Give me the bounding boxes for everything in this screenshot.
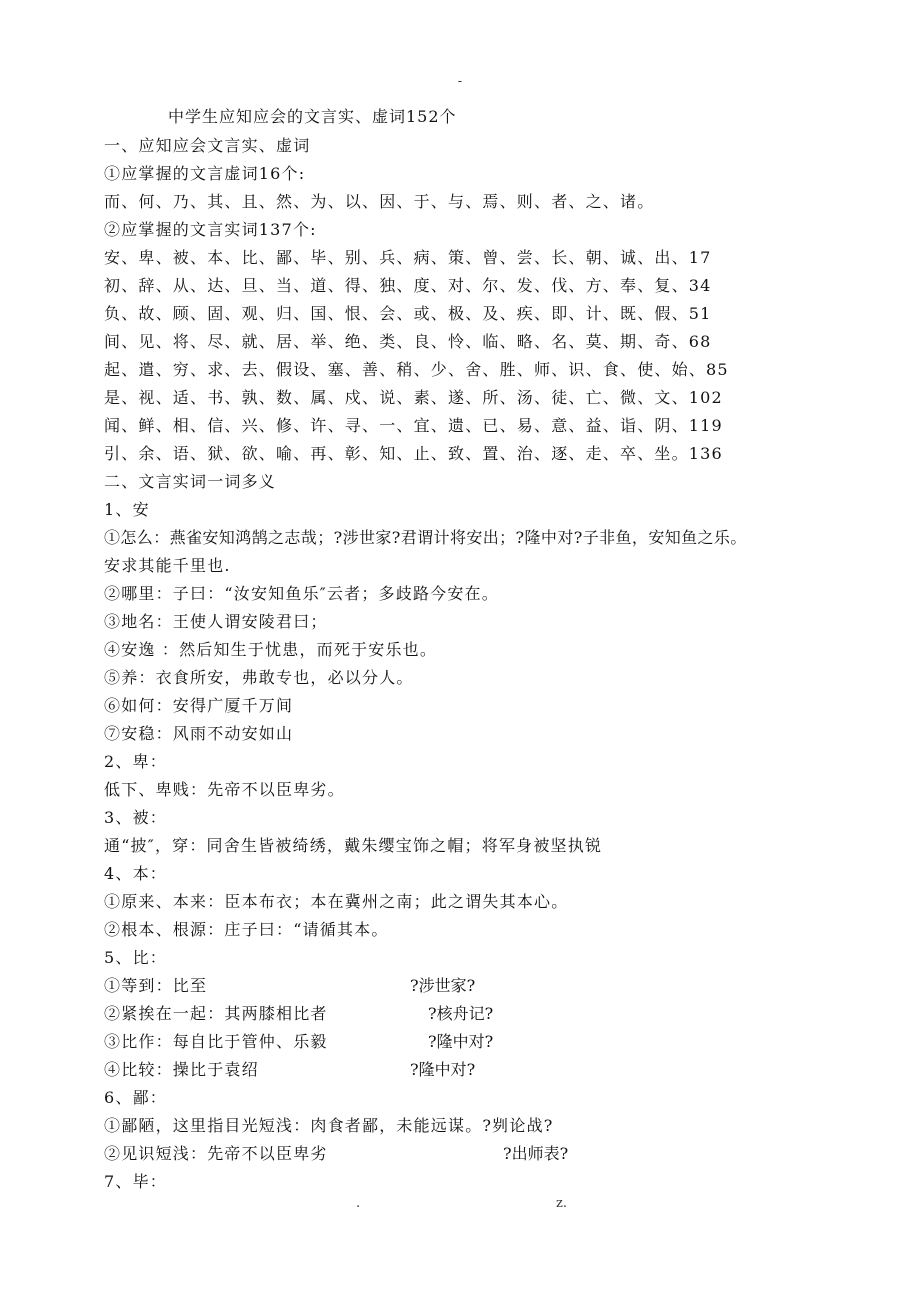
source-citation: ?出师表? bbox=[503, 1144, 569, 1163]
subheading-xuci: ①应掌握的文言虚词16个: bbox=[104, 164, 306, 183]
source-citation: ?隆中对? bbox=[428, 1032, 494, 1051]
entry-sense: 通“披″，穿：同舍生皆被绮绣，戴朱缨宝饰之帽；将军身被坚执锐 bbox=[104, 836, 603, 855]
entry-sense: ②根本、根源：庄子曰：“请循其本。 bbox=[104, 920, 389, 939]
section-heading: 二、文言实词一词多义 bbox=[104, 472, 277, 491]
shici-row: 引、余、语、狱、欲、喻、再、彰、知、止、致、置、治、逐、走、卒、坐。136 bbox=[104, 444, 723, 463]
shici-row: 安、卑、被、本、比、鄙、毕、别、兵、病、策、曾、尝、长、朝、诚、出、17 bbox=[104, 248, 712, 267]
shici-row: 闻、鲜、相、信、兴、修、许、寻、一、宜、遗、已、易、意、益、诣、阴、119 bbox=[104, 416, 723, 435]
entry-sense: 低下、卑贱：先帝不以臣卑劣。 bbox=[104, 780, 345, 799]
entry-sense: ③比作：每自比于管仲、乐毅 bbox=[104, 1032, 328, 1051]
section-heading: 一、应知应会文言实、虚词 bbox=[104, 136, 311, 155]
footer-left: . bbox=[356, 1196, 361, 1211]
entry-sense: ⑦安稳：风雨不动安如山 bbox=[104, 724, 294, 743]
entry-heading: 1、安 bbox=[104, 500, 150, 519]
header-mark: - bbox=[457, 74, 463, 89]
footer-right: z. bbox=[556, 1196, 567, 1211]
entry-heading: 5、比： bbox=[104, 948, 167, 967]
subheading-shici: ②应掌握的文言实词137个: bbox=[104, 220, 317, 239]
entry-sense: ①鄙陋，这里指目光短浅：肉食者鄙，未能远谋。?刿论战? bbox=[104, 1116, 554, 1135]
source-citation: ?涉世家? bbox=[410, 976, 476, 995]
page-title: 中学生应知应会的文言实、虚词152个 bbox=[168, 107, 457, 126]
source-citation: ?核舟记? bbox=[428, 1004, 494, 1023]
shici-row: 起、遣、穷、求、去、假设、塞、善、稍、少、舍、胜、师、识、食、使、始、85 bbox=[104, 360, 729, 379]
entry-sense: 安求其能千里也. bbox=[104, 556, 231, 575]
shici-row: 间、见、将、尽、就、居、举、绝、类、良、怜、临、略、名、莫、期、奇、68 bbox=[104, 332, 712, 351]
shici-row: 初、辞、从、达、旦、当、道、得、独、度、对、尔、发、伐、方、奉、复、34 bbox=[104, 276, 712, 295]
entry-sense: ⑤养：衣食所安，弗敢专也，必以分人。 bbox=[104, 668, 414, 687]
xuci-list: 而、何、乃、其、且、然、为、以、因、于、与、焉、则、者、之、诸。 bbox=[104, 192, 655, 211]
shici-row: 是、视、适、书、孰、数、属、戍、说、素、遂、所、汤、徒、亡、微、文、102 bbox=[104, 388, 723, 407]
entry-heading: 3、被： bbox=[104, 808, 167, 827]
entry-sense: ②见识短浅：先帝不以臣卑劣 bbox=[104, 1144, 328, 1163]
entry-heading: 2、卑： bbox=[104, 752, 167, 771]
entry-sense: ①等到：比至 bbox=[104, 976, 208, 995]
entry-sense: ②紧挨在一起：其两膝相比者 bbox=[104, 1004, 328, 1023]
entry-sense: ④比较：操比于袁绍 bbox=[104, 1060, 259, 1079]
entry-sense: ②哪里：子曰：“汝安知鱼乐″云者；多歧路今安在。 bbox=[104, 584, 499, 603]
source-citation: ?隆中对? bbox=[410, 1060, 476, 1079]
entry-sense: ④安逸 ：然后知生于忧患，而死于安乐也。 bbox=[104, 640, 438, 659]
entry-heading: 7、毕： bbox=[104, 1172, 167, 1191]
entry-sense: ①原来、本来：臣本布衣；本在冀州之南；此之谓失其本心。 bbox=[104, 892, 569, 911]
shici-row: 负、故、顾、固、观、归、国、恨、会、或、极、及、疾、即、计、既、假、51 bbox=[104, 304, 712, 323]
entry-sense: ⑥如何：安得广厦千万间 bbox=[104, 696, 294, 715]
entry-heading: 4、本： bbox=[104, 864, 167, 883]
entry-heading: 6、鄙： bbox=[104, 1088, 167, 1107]
entry-sense: ③地名：王使人谓安陵君曰； bbox=[104, 612, 328, 631]
entry-sense: ①怎么：燕雀安知鸿鹄之志哉；?涉世家?君谓计将安出；?隆中对?子非鱼，安知鱼之乐。 bbox=[104, 528, 747, 547]
